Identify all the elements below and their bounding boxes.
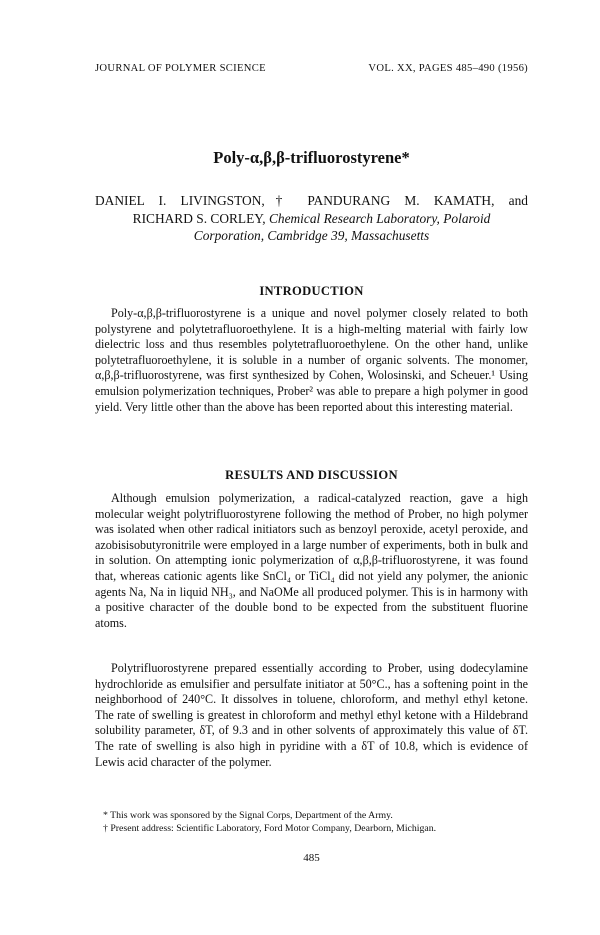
footnote-address: † Present address: Scientific Laboratory, Ford Motor Company, Dearborn, Michigan. <box>103 822 437 834</box>
running-header <box>95 63 528 74</box>
journal-name: JOURNAL OF POLYMER SCIENCE <box>95 63 266 74</box>
article-title: Poly-α,β,β-trifluorostyrene* <box>213 148 410 167</box>
results-paragraph-2: Polytrifluorostyrene prepared essentially according to Prober, using dodecylamine hydrochloride as emulsifier and persulfate initiator at 50°C., has a softening point in the neighborhood of 240°C. It dissolves in toluene, chloroform, and methyl ethyl ketone. The rate of swelling is greatest in chloroform and methyl ethyl ketone with a Hildebrand solubility parameter, δT, of 9.3 and in other solvents of approximately this value of δT. The rate of swelling is also high in pyridine with a δT of 10.8, which is evidence of Lewis acid character of the polymer. <box>95 661 528 769</box>
author-block <box>95 192 528 245</box>
footnotes <box>95 810 528 835</box>
affiliation-line-1: Chemical Research Laboratory, Polaroid <box>268 210 491 226</box>
author-line-1: DANIEL I. LIVINGSTON,† PANDURANG M. KAMATH, and <box>95 193 528 208</box>
affiliation-line-2: Corporation, Cambridge 39, Massachusetts <box>193 228 430 243</box>
section-heading-results: RESULTS AND DISCUSSION <box>225 468 398 482</box>
results-paragraph-1: Although emulsion polymerization, a radical-catalyzed reaction, gave a high molecular weight polytrifluorostyrene following the method of Prober, no high polymer was isolated when other radical initiators such as benzoyl peroxide, acetyl peroxide, and azobisisobutyronitrile were employed in a large number of experiments, both in bulk and in solution. On attempting ionic polymerization of α,β,β-trifluorostyrene, it was found that, whereas cationic agents like SnCl₄ or TiCl₄ did not yield any polymer, the anionic agents Na, Na in liquid NH₃, and NaOMe all produced polymer. This is in harmony with a positive character of the double bond to be expected from the substituent fluorine atoms. <box>95 491 528 630</box>
page-number: 485 <box>303 852 320 864</box>
section-heading-introduction: INTRODUCTION <box>259 284 364 298</box>
footnote-sponsor: * This work was sponsored by the Signal Corps, Department of the Army. <box>103 810 393 821</box>
author-name-corley: RICHARD S. CORLEY, <box>132 210 269 226</box>
introduction-paragraph: Poly-α,β,β-trifluorostyrene is a unique and novel polymer closely related to both polystyrene and polytetrafluoroethylene. It is a high-melting material with fairly low dielectric loss and thus resembles polytetrafluoroethylene. On the other hand, unlike polytetrafluoroethylene, it is soluble in a number of organic solvents. The monomer, α,β,β-trifluorostyrene, was first synthesized by Cohen, Wolosinski, and Scheuer.¹ Using emulsion polymerization techniques, Prober² was able to prepare a high polymer in good yield. Very little other than the above has been reported about this interesting material. <box>95 306 528 414</box>
volume-info: VOL. XX, PAGES 485–490 (1956) <box>368 63 528 74</box>
